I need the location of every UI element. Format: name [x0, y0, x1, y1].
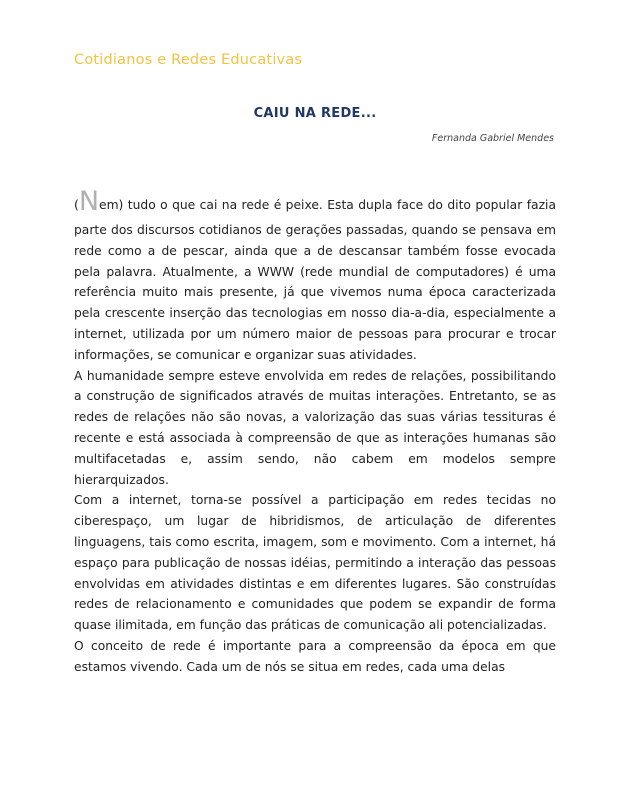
paragraph-1-lead: em) tudo o que cai na rede é peixe. Esta dupla face do dito popular: [99, 198, 523, 212]
journal-header: Cotidianos e Redes Educativas: [74, 52, 303, 68]
paragraph-1: [74, 186, 556, 366]
paragraph-2: A humanidade sempre esteve envolvida em redes de relações, possibilitando a construção de significados através de muitas interações. Entretanto, se as redes de relações não são novas, a valorização das suas várias tessituras é recente e está associada à compreensão de que as interações humanas são multifacetadas e, assim sendo, não cabem em modelos sempre hierarquizados.: [74, 368, 556, 487]
paragraph-1-first-line: [74, 186, 523, 217]
article-author: Fernanda Gabriel Mendes: [431, 133, 554, 144]
paragraph-4: O conceito de rede é importante para a compreensão da época em que estamos vivendo. Cada um de nós se situa em redes, cada uma delas: [74, 638, 556, 674]
paragraph-3: Com a internet, torna-se possível a participação em redes tecidas no ciberespaço, um lugar de hibridismos, de articulação de diferentes linguagens, tais como escrita, imagem, som e movimento. Com a internet, há espaço para publicação de nossas idéias, permitindo a interação das pessoas envolvidas em atividades distintas e em diferentes lugares. São construídas redes de relacionamento e comunidades que podem se expandir de forma quase ilimitada, em função das práticas de comunicação ali potencializadas.: [74, 493, 556, 633]
article-title: CAIU NA REDE...: [253, 106, 377, 121]
article-body: [74, 186, 556, 678]
drop-cap-letter: N: [78, 186, 100, 217]
opening-parenthesis: (: [74, 198, 79, 212]
paragraph-1-continuation: fazia parte dos discursos cotidianos de gerações passadas, quando se pensava em rede como a de pescar, ainda que a de descansar também fosse evocada pela palavra. Atualmente, a WWW (rede mundial de computadores) é uma referência muito mais presente, já que vivemos numa época caracterizada pela crescente inserção das tecnologias em nosso dia-a-dia, especialmente a internet, utilizada por um número maior de pessoas para procurar e trocar informações, se comunicar e organizar suas atividades.: [74, 198, 556, 362]
